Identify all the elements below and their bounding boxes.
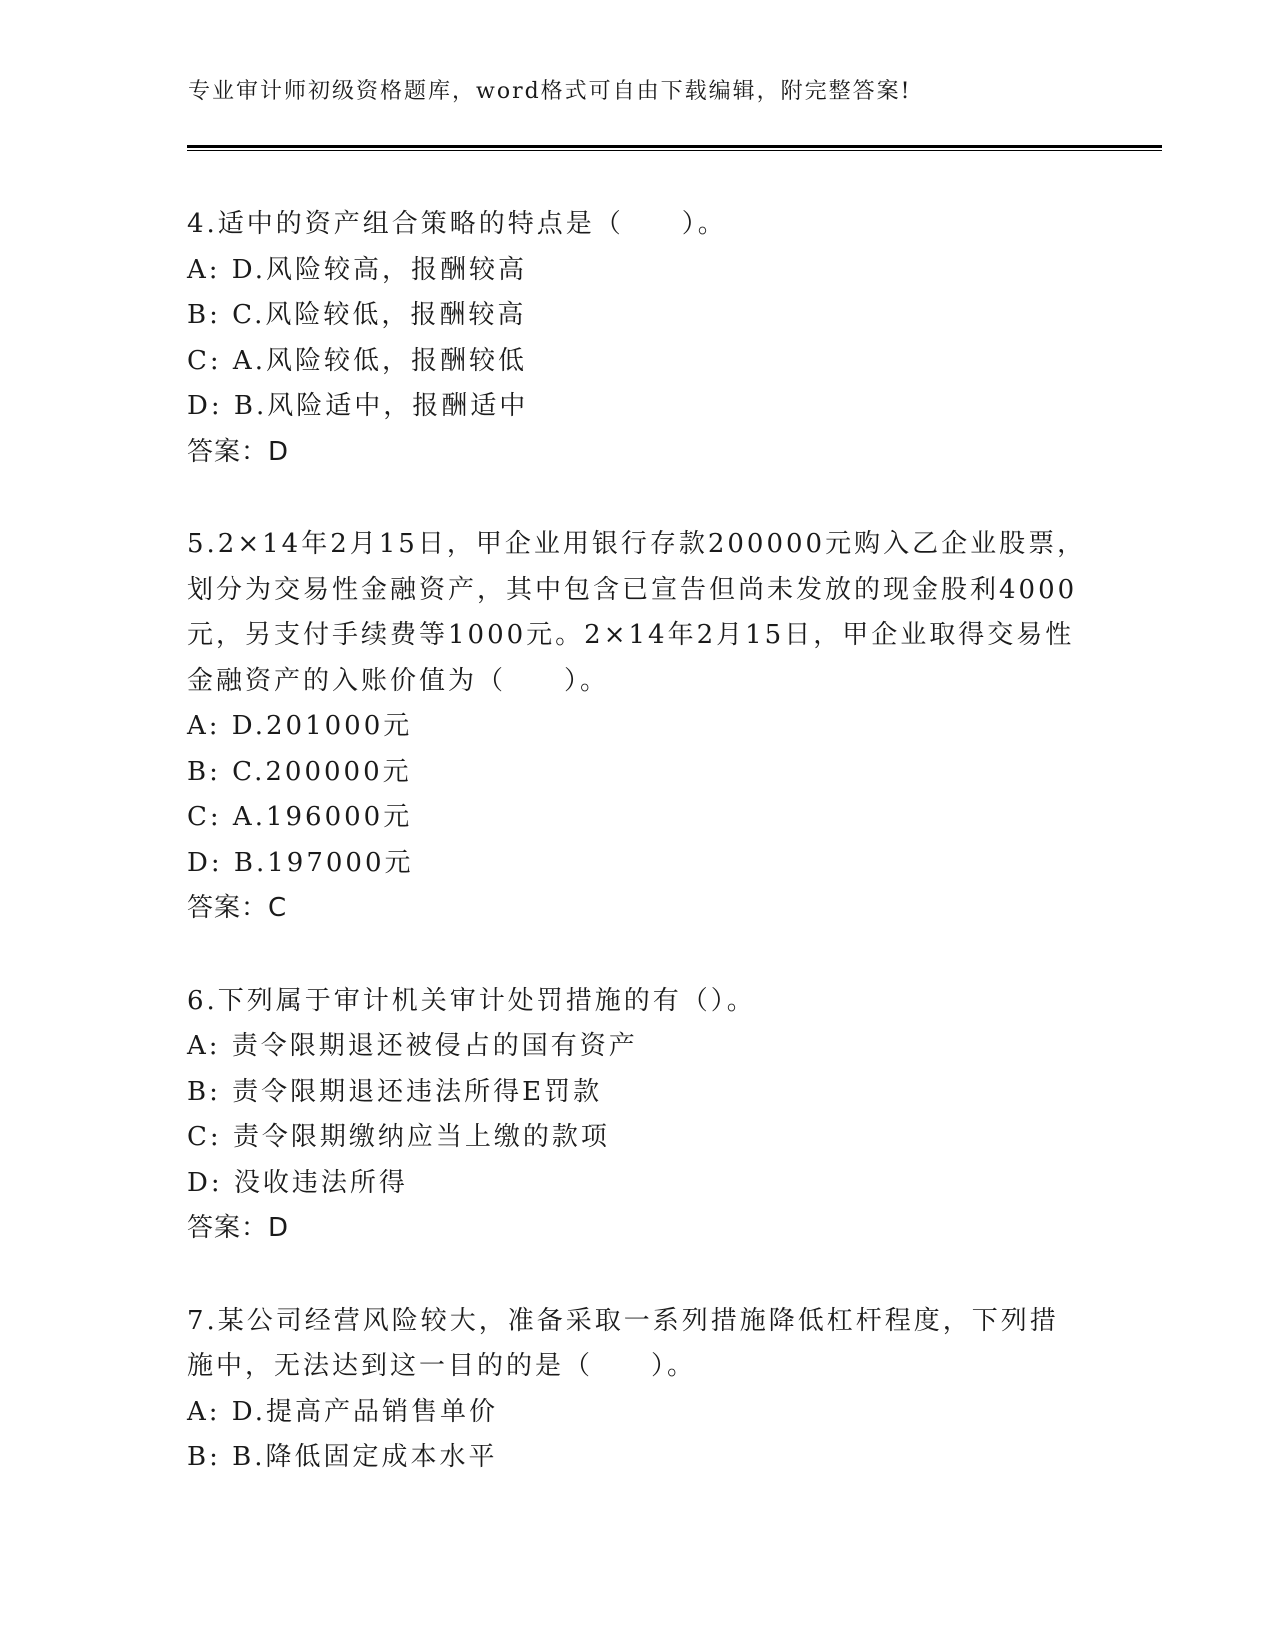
option-a: A: 责令限期退还被侵占的国有资产 [187, 1031, 638, 1061]
question-text: 5.2×14年2月15日，甲企业用银行存款200000元购入乙企业股票，划分为交易性金融资产，其中包含已宣告但尚未发放的现金股利4000元，另支付手续费等1000元。2×14年2月15日，甲企业取得交易性金融资产的入账价值为（ ）。 [187, 529, 1087, 696]
option-a: A: D.201000元 [187, 711, 413, 741]
option-d: D: B.197000元 [187, 847, 414, 878]
question-list [187, 202, 1087, 1528]
option-a: A: D.提高产品销售单价 [187, 1396, 498, 1427]
header-rule-thin [187, 150, 1162, 151]
page-header: 专业审计师初级资格题库，word格式可自由下载编辑，附完整答案! [188, 79, 912, 104]
option-c: C: A.风险较低，报酬较低 [187, 345, 527, 376]
question-text: 6.下列属于审计机关审计处罚措施的有（）。 [187, 985, 756, 1016]
header-rule-thick [187, 145, 1162, 148]
option-b: B: 责令限期退还违法所得E罚款 [187, 1076, 603, 1107]
question-text: 4.适中的资产组合策略的特点是（ ）。 [187, 209, 727, 239]
answer: 答案：C [187, 893, 288, 923]
answer: 答案：D [187, 1213, 290, 1243]
option-b: B: C.风险较低，报酬较高 [187, 300, 527, 330]
option-b: B: C.200000元 [187, 756, 412, 787]
question-4 [187, 202, 1087, 475]
question-5 [187, 522, 1087, 932]
option-d: D: 没收违法所得 [187, 1167, 408, 1198]
question-7 [187, 1299, 1087, 1481]
option-a: A: D.风险较高，报酬较高 [187, 254, 527, 285]
question-text: 7.某公司经营风险较大，准备采取一系列措施降低杠杆程度，下列措施中，无法达到这一目的的是（ ）。 [187, 1305, 1059, 1381]
option-d: D: B.风险适中，报酬适中 [187, 391, 529, 421]
question-6 [187, 979, 1087, 1252]
option-c: C: 责令限期缴纳应当上缴的款项 [187, 1122, 610, 1152]
option-b: B: B.降低固定成本水平 [187, 1442, 498, 1472]
option-c: C: A.196000元 [187, 802, 413, 832]
answer: 答案：D [187, 436, 290, 467]
